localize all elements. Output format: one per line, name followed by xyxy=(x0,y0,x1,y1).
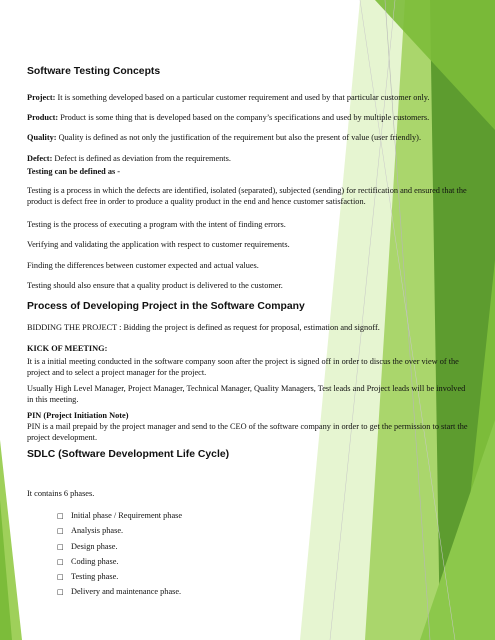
process-heading: Process of Developing Project in the Software Company xyxy=(27,301,305,312)
list-item xyxy=(57,557,182,572)
definition-term: Product: xyxy=(27,113,59,122)
square-bullet-icon: □ xyxy=(57,573,64,582)
phase-label: Initial phase / Requirement phase xyxy=(71,511,183,520)
phase-label: Delivery and maintenance phase. xyxy=(71,587,182,597)
square-bullet-icon: □ xyxy=(57,527,64,536)
definition-product xyxy=(27,113,472,124)
testing-paragraph-3: Verifying and validating the application with respect to customer requirements. xyxy=(27,240,290,249)
definition-text: Quality is defined as not only the justification of the requirement but also the present of value (user friendly). xyxy=(56,133,422,142)
square-bullet-icon: □ xyxy=(57,557,64,566)
list-item xyxy=(57,542,182,557)
testing-paragraph-1: Testing is a process in which the defects are identified, isolated (separated), subjected (sending) for rectification and ensured that the product is defect free in order to produce a quality product in the end and hence customer satisfaction. xyxy=(27,186,467,206)
definition-project xyxy=(27,93,472,104)
managers-paragraph: Usually High Level Manager, Project Manager, Technical Manager, Quality Managers, Test leads and Project leads will be involved in this meeting. xyxy=(27,384,466,404)
kickoff-heading: KICK OF MEETING: xyxy=(27,344,108,353)
bidding-paragraph: BIDDING THE PROJECT : Bidding the project is defined as request for proposal, estimation and signoff. xyxy=(27,323,380,332)
testing-paragraph-2: Testing is the process of executing a program with the intent of finding errors. xyxy=(27,220,286,229)
definition-term: Quality: xyxy=(27,133,57,142)
definition-text: It is something developed based on a particular customer requirement and used by that particular customer only. xyxy=(55,93,430,102)
list-item xyxy=(57,511,182,526)
square-bullet-icon: □ xyxy=(57,542,64,551)
testing-paragraph-4: Finding the differences between customer expected and actual values. xyxy=(27,261,259,270)
phase-label: Analysis phase. xyxy=(71,526,124,536)
definition-quality xyxy=(27,133,472,144)
definition-text: Product is some thing that is developed based on the company’s specifications and used by multiple customers. xyxy=(58,113,430,122)
definition-text: Defect is defined as deviation from the requirements. xyxy=(52,154,231,163)
testing-heading: Testing can be defined as - xyxy=(27,167,121,176)
definition-term: Project: xyxy=(27,93,56,102)
definition-term: Defect: xyxy=(27,154,53,163)
list-item xyxy=(57,587,182,602)
square-bullet-icon: □ xyxy=(57,512,64,520)
phase-label: Design phase. xyxy=(71,541,118,551)
testing-paragraph-5: Testing should also ensure that a quality product is delivered to the customer. xyxy=(27,281,283,290)
list-item xyxy=(57,572,182,587)
phase-label: Testing phase. xyxy=(71,572,119,582)
pin-heading: PIN (Project Initiation Note) xyxy=(27,411,129,420)
page-title: Software Testing Concepts xyxy=(27,66,161,77)
phase-label: Coding phase. xyxy=(71,556,119,566)
sdlc-heading: SDLC (Software Development Life Cycle) xyxy=(27,449,230,460)
definition-defect xyxy=(27,154,472,165)
kickoff-paragraph: It is a initial meeting conducted in the software company soon after the project is signed off in order to discus the over view of the project and to select a project manager for the project. xyxy=(27,357,459,377)
list-item xyxy=(57,526,182,541)
phases-list xyxy=(57,511,182,603)
pin-paragraph: PIN is a mail prepaid by the project manager and send to the CEO of the software company in order to get the permission to start the project development. xyxy=(27,422,468,442)
square-bullet-icon: □ xyxy=(57,588,64,597)
phases-intro: It contains 6 phases. xyxy=(27,489,95,498)
